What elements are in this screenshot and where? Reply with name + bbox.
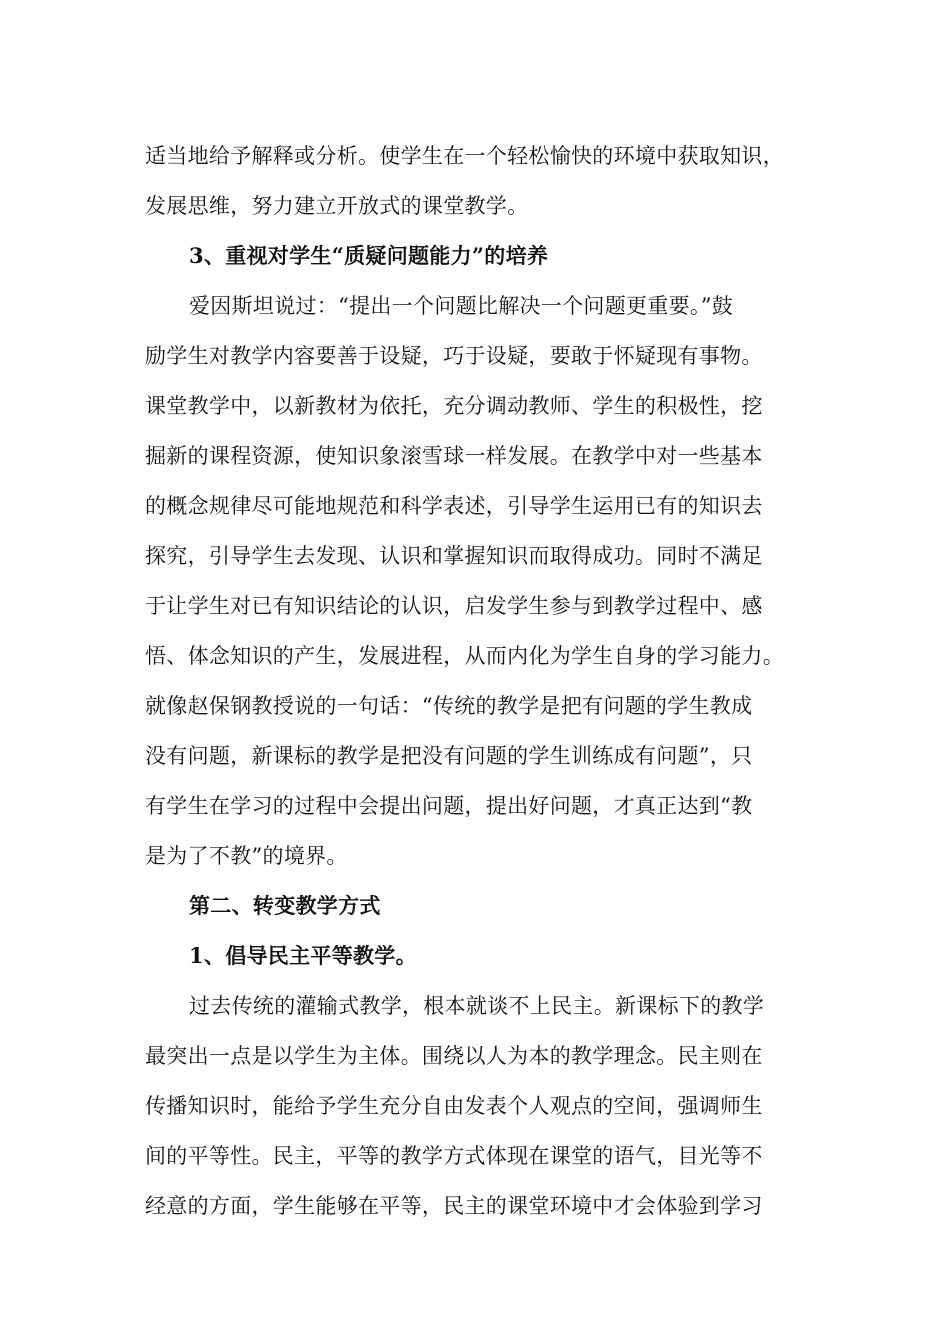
paragraph-line: 有学生在学习的过程中会提出问题，提出好问题，才真正达到“教 — [145, 794, 753, 818]
paragraph-line: 间的平等性。民主，平等的教学方式体现在课堂的语气，目光等不 — [145, 1144, 763, 1168]
paragraph-line: 适当地给予解释或分析。使学生在一个轻松愉快的环境中获取知识， — [145, 144, 784, 168]
paragraph-line: 的概念规律尽可能地规范和科学表述，引导学生运用已有的知识去 — [145, 494, 763, 518]
section-heading: 1、倡导民主平等教学。 — [189, 943, 417, 968]
paragraph-line: 于让学生对已有知识结论的认识，启发学生参与到教学过程中、感 — [145, 594, 763, 618]
section-heading: 第二、转变教学方式 — [189, 893, 381, 918]
paragraph-line: 发展思维，努力建立开放式的课堂教学。 — [145, 194, 529, 218]
paragraph-line: 励学生对教学内容要善于设疑，巧于设疑，要敢于怀疑现有事物。 — [145, 344, 763, 368]
paragraph-line: 过去传统的灌输式教学，根本就谈不上民主。新课标下的教学 — [189, 994, 765, 1018]
paragraph-line: 传播知识时，能给予学生充分自由发表个人观点的空间，强调师生 — [145, 1094, 763, 1118]
paragraph-line: 最突出一点是以学生为主体。围绕以人为本的教学理念。民主则在 — [145, 1044, 763, 1068]
paragraph-line: 爱因斯坦说过：“提出一个问题比解决一个问题更重要。”鼓 — [189, 294, 734, 318]
paragraph-line: 是为了不教”的境界。 — [145, 844, 348, 868]
paragraph-line: 探究，引导学生去发现、认识和掌握知识而取得成功。同时不满足 — [145, 544, 763, 568]
paragraph-line: 就像赵保钢教授说的一句话：“传统的教学是把有问题的学生教成 — [145, 694, 753, 718]
paragraph-line: 掘新的课程资源，使知识象滚雪球一样发展。在教学中对一些基本 — [145, 444, 763, 468]
paragraph-line: 悟、体念知识的产生，发展进程，从而内化为学生自身的学习能力。 — [145, 644, 784, 668]
paragraph-line: 经意的方面，学生能够在平等，民主的课堂环境中才会体验到学习 — [145, 1194, 763, 1218]
section-heading: 3、重视对学生“质疑问题能力”的培养 — [189, 243, 549, 268]
paragraph-line: 没有问题，新课标的教学是把没有问题的学生训练成有问题”，只 — [145, 744, 753, 768]
paragraph-line: 课堂教学中，以新教材为依托，充分调动教师、学生的积极性，挖 — [145, 394, 763, 418]
document-body — [145, 131, 805, 1231]
